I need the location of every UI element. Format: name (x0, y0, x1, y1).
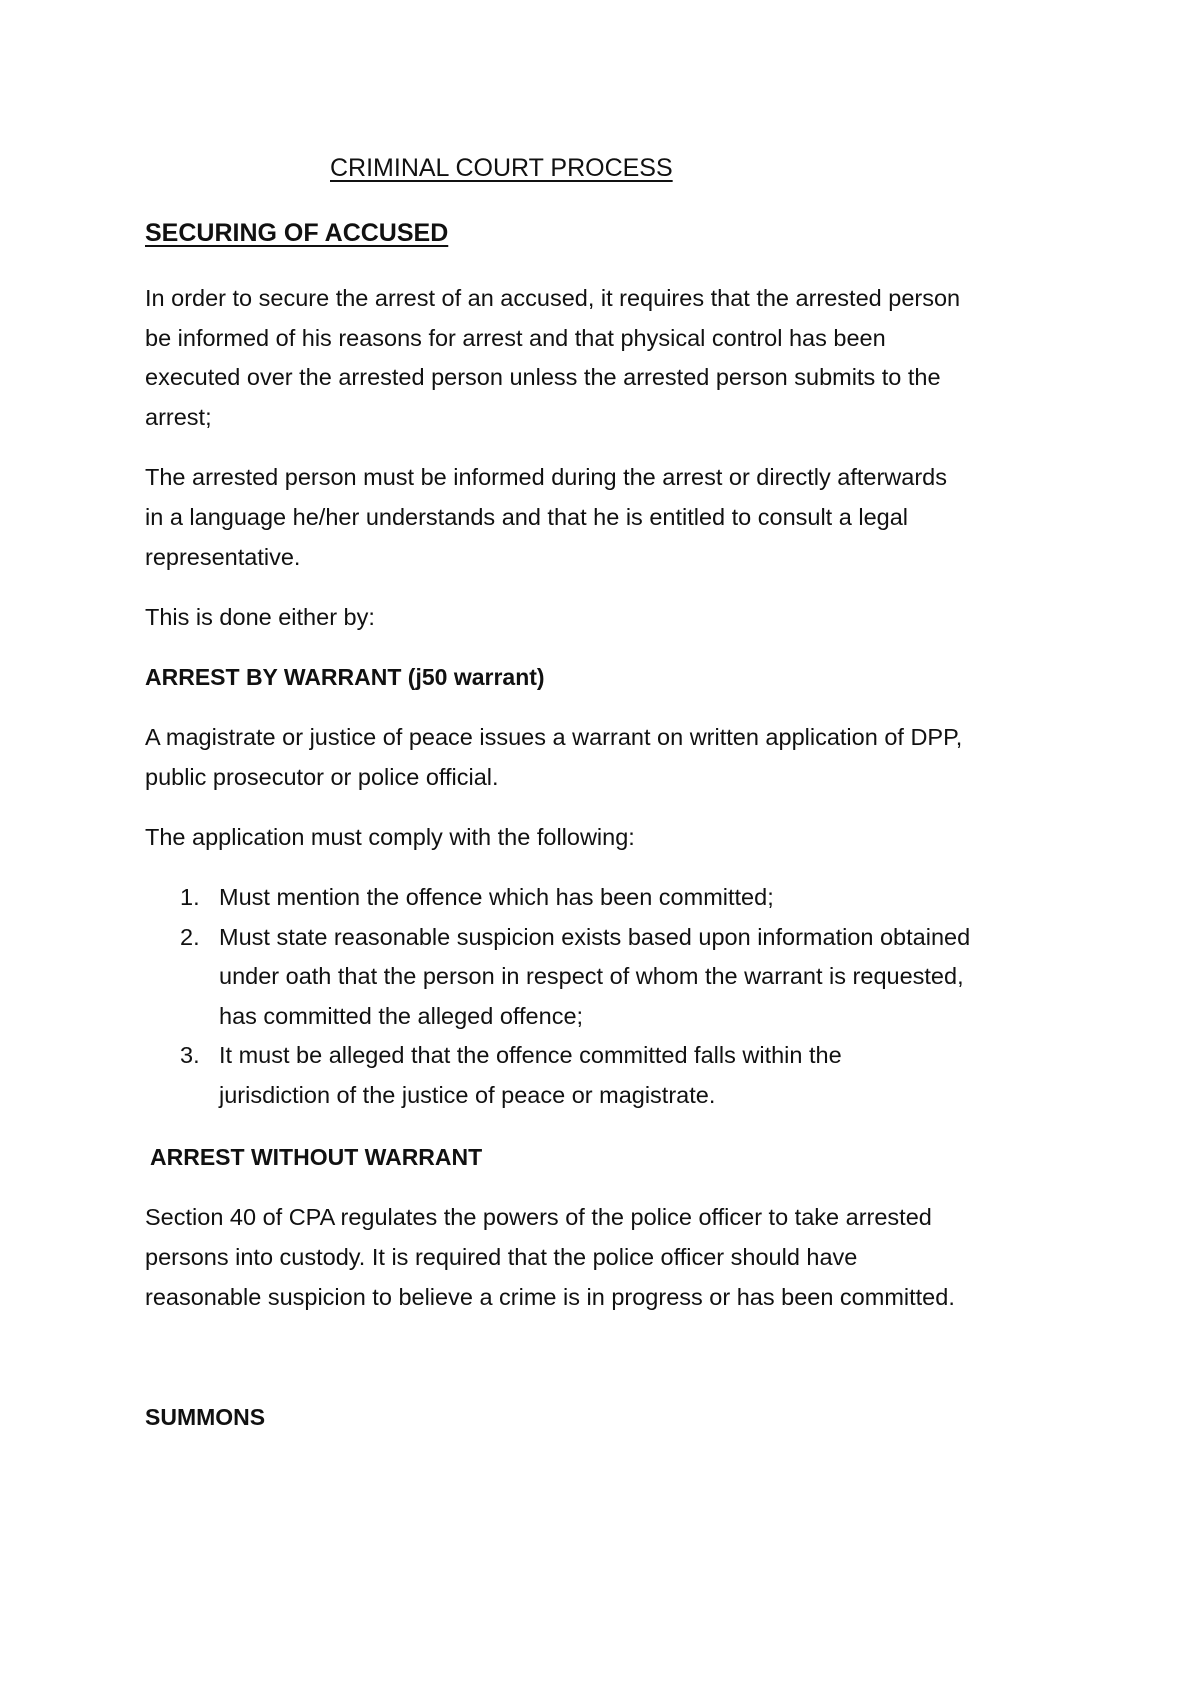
list-number: 1. (180, 884, 200, 910)
section-heading-arrest-by-warrant: ARREST BY WARRANT (j50 warrant) (145, 664, 545, 690)
list-number: 3. (180, 1042, 200, 1068)
paragraph-line: persons into custody. It is required that the police officer should have (145, 1244, 858, 1270)
list-item-line: under oath that the person in respect of whom the warrant is requested, (219, 963, 964, 989)
section-heading-summons: SUMMONS (145, 1404, 266, 1430)
paragraph-line: The arrested person must be informed during the arrest or directly afterwards (145, 464, 947, 490)
paragraph-line: Section 40 of CPA regulates the powers of the police officer to take arrested (145, 1204, 932, 1230)
list-item-line: jurisdiction of the justice of peace or magistrate. (219, 1082, 716, 1108)
list-number: 2. (180, 924, 200, 950)
paragraph-line: arrest; (145, 404, 212, 430)
section-heading-securing-of-accused: SECURING OF ACCUSED (145, 219, 449, 247)
section-heading-arrest-without-warrant: ARREST WITHOUT WARRANT (150, 1144, 483, 1170)
list-item-line: It must be alleged that the offence committed falls within the (219, 1042, 842, 1068)
list-item-line: Must mention the offence which has been committed; (219, 884, 774, 910)
paragraph-line: executed over the arrested person unless the arrested person submits to the (145, 364, 941, 390)
paragraph-line: in a language he/her understands and that he is entitled to consult a legal (145, 504, 908, 530)
paragraph-line: be informed of his reasons for arrest and that physical control has been (145, 325, 886, 351)
paragraph-line: In order to secure the arrest of an accused, it requires that the arrested person (145, 285, 961, 311)
paragraph-line: public prosecutor or police official. (145, 764, 499, 790)
paragraph-application-comply: The application must comply with the following: (145, 824, 635, 850)
page-title: CRIMINAL COURT PROCESS (330, 154, 673, 182)
list-item-line: Must state reasonable suspicion exists based upon information obtained (219, 924, 971, 950)
paragraph-done-either-by: This is done either by: (145, 604, 375, 630)
paragraph-line: reasonable suspicion to believe a crime is in progress or has been committed. (145, 1284, 955, 1310)
list-item-line: has committed the alleged offence; (219, 1003, 584, 1029)
paragraph-line: representative. (145, 544, 301, 570)
paragraph-line: A magistrate or justice of peace issues a warrant on written application of DPP, (145, 724, 963, 750)
